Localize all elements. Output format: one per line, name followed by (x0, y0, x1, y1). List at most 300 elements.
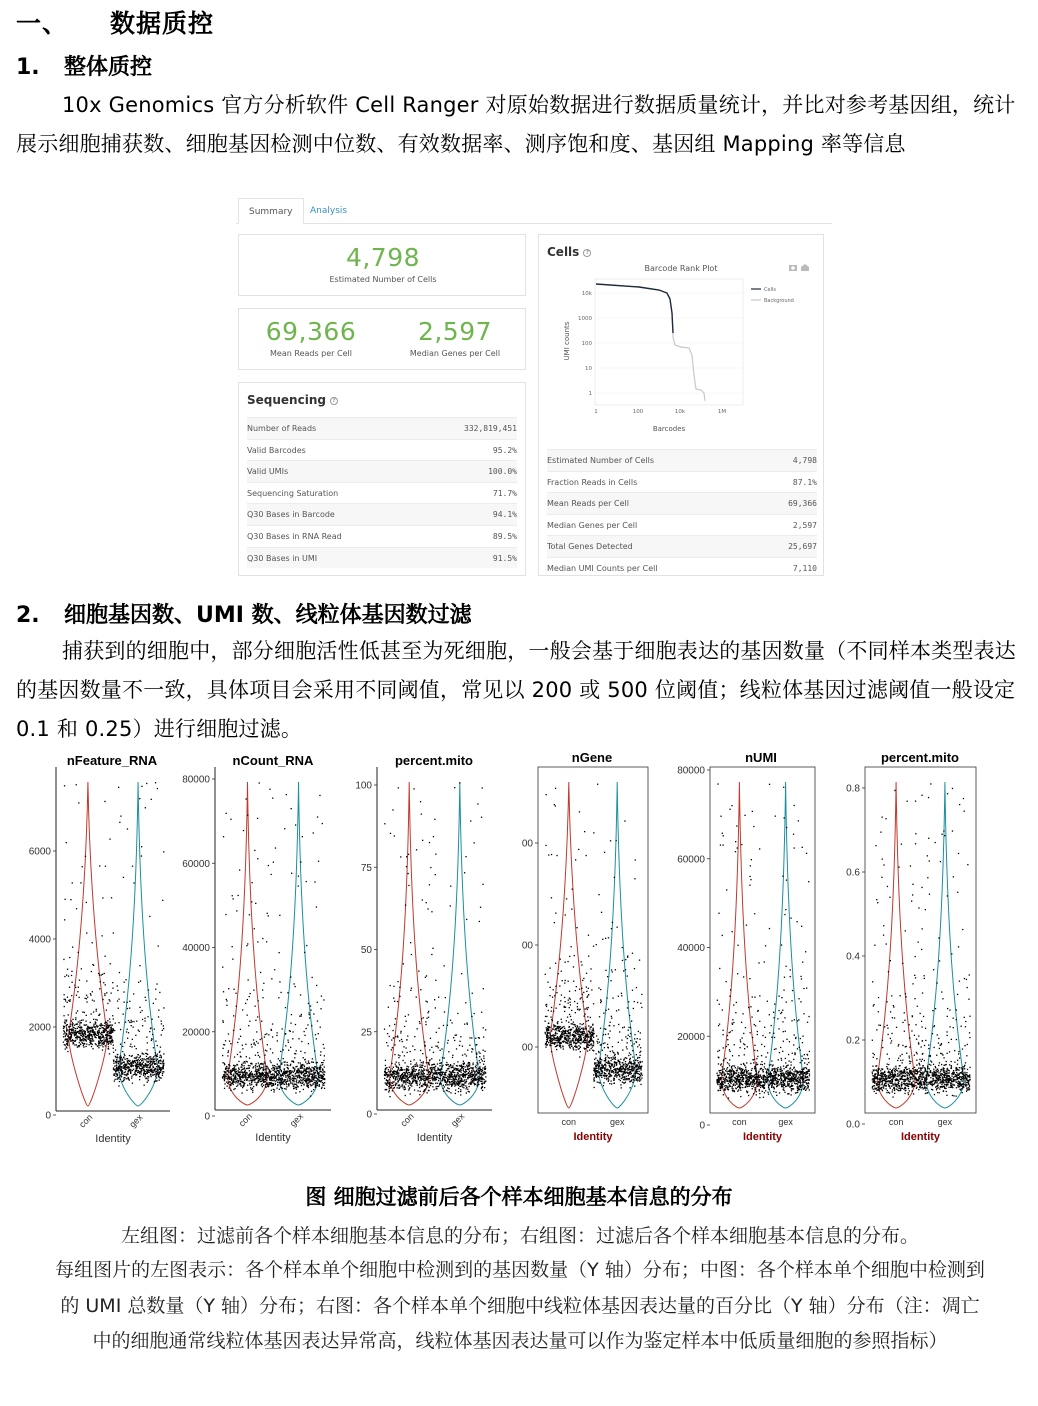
cell-point (422, 1076, 423, 1077)
cell-point (556, 855, 557, 856)
cell-point (311, 1071, 312, 1072)
cell-point (393, 1085, 394, 1086)
cell-point (77, 1038, 78, 1039)
cell-point (430, 1083, 431, 1084)
cell-point (414, 1073, 415, 1074)
cell-point (308, 1079, 309, 1080)
cell-point (255, 1065, 256, 1066)
cell-point (120, 1066, 121, 1067)
cell-point (240, 1071, 241, 1072)
cells-metric-row (547, 514, 817, 536)
cell-point (419, 1080, 420, 1081)
cell-point (111, 1029, 112, 1030)
cell-point (630, 1087, 631, 1088)
cell-point (437, 1086, 438, 1087)
cell-point (417, 1085, 418, 1086)
cell-point (573, 1021, 574, 1022)
cell-point (311, 1076, 312, 1077)
cell-point (65, 1020, 66, 1021)
cell-point (313, 1062, 314, 1063)
cell-point (259, 1070, 260, 1071)
cell-point (149, 1067, 150, 1068)
cell-point (79, 1027, 80, 1028)
cell-point (63, 1026, 64, 1027)
cell-point (570, 1002, 571, 1003)
cells-metric-row (547, 557, 817, 579)
cell-point (556, 1028, 557, 1029)
cell-point (396, 1072, 397, 1073)
cell-point (428, 1081, 429, 1082)
cell-point (587, 1016, 588, 1017)
cell-point (279, 915, 280, 916)
cell-point (561, 1022, 562, 1023)
cell-point (148, 1062, 149, 1063)
cell-point (554, 1035, 555, 1036)
cell-point (133, 1069, 134, 1070)
cell-point (576, 1038, 577, 1039)
cell-point (629, 1036, 630, 1037)
cell-point (554, 1025, 555, 1026)
cell-point (295, 1084, 296, 1085)
cell-point (453, 1068, 454, 1069)
mean-reads-value: 69,366 (265, 317, 357, 346)
cell-point (316, 985, 317, 986)
cell-point (107, 1034, 108, 1035)
cell-point (461, 1066, 462, 1067)
cell-point (463, 1077, 464, 1078)
cell-point (455, 1069, 456, 1070)
cell-point (144, 1020, 145, 1021)
cell-point (258, 1000, 259, 1001)
sequencing-metric-value: 95.2% (492, 445, 517, 455)
cell-point (582, 1031, 583, 1032)
cell-point (153, 1070, 154, 1071)
cell-point (148, 1070, 149, 1071)
cell-point (569, 1033, 570, 1034)
cell-point (398, 1054, 399, 1055)
cell-point (96, 1010, 97, 1011)
cells-metric-value: 25,697 (788, 542, 817, 552)
cell-point (461, 1078, 462, 1079)
cell-point (85, 1037, 86, 1038)
cell-point (547, 1041, 548, 1042)
cell-point (82, 1032, 83, 1033)
cell-point (292, 1075, 293, 1076)
cell-point (238, 1080, 239, 1081)
cell-point (263, 1066, 264, 1067)
cell-point (634, 968, 635, 969)
cell-point (116, 1079, 117, 1080)
cell-point (551, 1039, 552, 1040)
cell-point (282, 1088, 283, 1089)
cell-point (414, 1036, 415, 1037)
cell-point (587, 1009, 588, 1010)
cell-point (303, 1074, 304, 1075)
cell-point (573, 966, 574, 967)
cell-point (162, 1073, 163, 1074)
cell-point (91, 1030, 92, 1031)
tab-analysis[interactable]: Analysis (310, 206, 348, 216)
cell-point (87, 997, 88, 998)
cell-point (566, 898, 567, 899)
cell-point (284, 1073, 285, 1074)
cell-point (96, 1025, 97, 1026)
cell-point (571, 1010, 572, 1011)
cell-point (132, 866, 133, 867)
cell-point (466, 1092, 467, 1093)
cell-point (243, 1062, 244, 1063)
home-icon[interactable] (801, 264, 809, 271)
cell-point (469, 1075, 470, 1076)
cell-point (440, 1082, 441, 1083)
cell-point (260, 972, 261, 973)
cell-point (313, 1078, 314, 1079)
cell-point (287, 1062, 288, 1063)
cell-point (225, 1076, 226, 1077)
cell-point (572, 1035, 573, 1036)
cell-point (289, 1080, 290, 1081)
cell-point (453, 1037, 454, 1038)
cell-point (272, 1074, 273, 1075)
cell-point (114, 1030, 115, 1031)
cell-point (571, 1019, 572, 1020)
cell-point (411, 1074, 412, 1075)
cell-point (594, 1033, 595, 1034)
cell-point (563, 1030, 564, 1031)
cell-point (303, 1089, 304, 1090)
cell-point (255, 903, 256, 904)
cell-point (245, 1044, 246, 1045)
cell-point (109, 1018, 110, 1019)
cell-point (307, 1086, 308, 1087)
cell-point (553, 1026, 554, 1027)
cell-point (136, 1068, 137, 1069)
cell-point (76, 1012, 77, 1013)
cell-point (132, 1039, 133, 1040)
cell-point (432, 1083, 433, 1084)
cell-point (389, 1090, 390, 1091)
cell-point (387, 1045, 388, 1046)
cell-point (226, 1073, 227, 1074)
cell-point (77, 1047, 78, 1048)
cell-point (397, 981, 398, 982)
cell-point (477, 1083, 478, 1084)
cell-point (133, 1063, 134, 1064)
cell-point (313, 1013, 314, 1014)
cell-point (582, 1035, 583, 1036)
cell-point (292, 1080, 293, 1081)
cells-metric-value: 69,366 (788, 499, 817, 509)
cell-point (224, 1044, 225, 1045)
cell-point (584, 1048, 585, 1049)
cell-point (147, 1082, 148, 1083)
camera-icon[interactable] (789, 265, 797, 271)
cell-point (410, 1081, 411, 1082)
cell-point (235, 1072, 236, 1073)
cell-point (153, 1047, 154, 1048)
cell-point (99, 1030, 100, 1031)
cell-point (549, 968, 550, 969)
cell-point (154, 1064, 155, 1065)
cell-point (118, 1066, 119, 1067)
cell-point (271, 874, 272, 875)
cell-point (558, 1028, 559, 1029)
cell-point (72, 982, 73, 983)
cell-point (237, 1078, 238, 1079)
cell-point (560, 1029, 561, 1030)
cell-point (65, 999, 66, 1000)
cell-point (135, 1035, 136, 1036)
cell-point (89, 1044, 90, 1045)
cell-point (421, 1062, 422, 1063)
cell-point (131, 1025, 132, 1026)
cell-point (429, 884, 430, 885)
cell-point (109, 1041, 110, 1042)
cell-point (555, 1032, 556, 1033)
cell-point (277, 1032, 278, 1033)
cell-point (445, 997, 446, 998)
cell-point (283, 1081, 284, 1082)
cell-point (579, 1009, 580, 1010)
cell-point (481, 1079, 482, 1080)
cell-point (269, 789, 270, 790)
cell-point (410, 990, 411, 991)
cell-point (82, 1031, 83, 1032)
cell-point (569, 1046, 570, 1047)
cell-point (136, 1056, 137, 1057)
cell-point (293, 1062, 294, 1063)
cell-point (447, 1080, 448, 1081)
cell-point (429, 1059, 430, 1060)
cell-point (465, 856, 466, 857)
cell-point (445, 1075, 446, 1076)
cell-point (480, 1069, 481, 1070)
cell-point (262, 1086, 263, 1087)
cell-point (296, 1070, 297, 1071)
cell-point (118, 1022, 119, 1023)
cell-point (399, 1078, 400, 1079)
cell-point (468, 1083, 469, 1084)
cell-point (414, 1069, 415, 1070)
cell-point (575, 859, 576, 860)
cell-point (626, 1064, 627, 1065)
cell-point (592, 1045, 593, 1046)
cell-point (399, 1086, 400, 1087)
cell-point (75, 987, 76, 988)
cell-point (242, 1045, 243, 1046)
cell-point (226, 1000, 227, 1001)
cell-point (66, 1039, 67, 1040)
cell-point (554, 995, 555, 996)
cell-point (279, 1073, 280, 1074)
cell-point (72, 1025, 73, 1026)
cell-point (569, 991, 570, 992)
cell-point (93, 1019, 94, 1020)
cell-point (142, 1060, 143, 1061)
cell-point (144, 1071, 145, 1072)
cell-point (573, 1024, 574, 1025)
help-icon[interactable]: ? (330, 397, 338, 405)
x-tick-label: gex (127, 1112, 145, 1130)
cell-point (252, 1092, 253, 1093)
cell-point (593, 1003, 594, 1004)
cell-point (93, 1024, 94, 1025)
cell-point (143, 1075, 144, 1076)
cell-point (296, 1072, 297, 1073)
cell-point (123, 1057, 124, 1058)
cell-point (456, 1079, 457, 1080)
cell-point (422, 1053, 423, 1054)
cell-point (316, 1038, 317, 1039)
cell-point (412, 1069, 413, 1070)
cell-point (124, 1074, 125, 1075)
cell-point (305, 1069, 306, 1070)
cell-point (391, 1039, 392, 1040)
cell-point (115, 1072, 116, 1073)
cell-point (271, 1068, 272, 1069)
cell-point (249, 1070, 250, 1071)
cell-point (227, 1055, 228, 1056)
y-tick-label: 0 (45, 1110, 51, 1122)
cell-point (132, 1083, 133, 1084)
cell-point (432, 948, 433, 949)
cell-point (563, 1026, 564, 1027)
cell-point (476, 1044, 477, 1045)
cell-point (639, 960, 640, 961)
cell-point (131, 1077, 132, 1078)
cell-point (628, 1075, 629, 1076)
cell-point (586, 1046, 587, 1047)
cell-point (393, 1067, 394, 1068)
cell-point (150, 1056, 151, 1057)
cell-point (454, 1081, 455, 1082)
cell-point (548, 854, 549, 855)
cell-point (562, 1046, 563, 1047)
cell-point (395, 1065, 396, 1066)
cell-point (65, 1048, 66, 1049)
cell-point (80, 882, 81, 883)
cell-point (142, 1025, 143, 1026)
cell-point (464, 1079, 465, 1080)
cell-point (569, 998, 570, 999)
cell-point (250, 1080, 251, 1081)
cell-point (67, 1051, 68, 1052)
cell-point (110, 963, 111, 964)
cell-point (252, 882, 253, 883)
cell-point (124, 982, 125, 983)
cell-point (313, 1073, 314, 1074)
y-tick-label: 60000 (182, 858, 210, 870)
cell-point (264, 1063, 265, 1064)
cell-point (159, 1071, 160, 1072)
cell-point (109, 1038, 110, 1039)
cell-point (284, 1079, 285, 1080)
cell-point (457, 1072, 458, 1073)
cell-point (129, 1022, 130, 1023)
cell-point (249, 1080, 250, 1081)
cell-point (248, 1065, 249, 1066)
cell-point (465, 1066, 466, 1067)
cell-point (275, 1077, 276, 1078)
cell-point (475, 1074, 476, 1075)
cell-point (437, 1063, 438, 1064)
cell-point (554, 1042, 555, 1043)
cell-point (147, 1078, 148, 1079)
cell-point (282, 1075, 283, 1076)
cell-point (580, 1031, 581, 1032)
cell-point (580, 1051, 581, 1052)
cells-metric-label: Mean Reads per Cell (547, 499, 629, 509)
cell-point (463, 1081, 464, 1082)
cell-point (274, 969, 275, 970)
cell-point (450, 1092, 451, 1093)
cell-point (235, 1088, 236, 1089)
cell-point (545, 1033, 546, 1034)
y-tick-label: 0 (204, 1111, 210, 1123)
cell-point (580, 1040, 581, 1041)
cell-point (152, 1019, 153, 1020)
tab-summary[interactable]: Summary (238, 198, 304, 224)
cell-point (454, 1069, 455, 1070)
cell-point (302, 1083, 303, 1084)
cell-point (278, 1058, 279, 1059)
cell-point (83, 1046, 84, 1047)
cell-point (109, 1000, 110, 1001)
cell-point (290, 1079, 291, 1080)
cell-point (262, 1072, 263, 1073)
cell-point (459, 1081, 460, 1082)
cell-point (109, 1021, 110, 1022)
cell-point (573, 1047, 574, 1048)
cell-point (136, 1063, 137, 1064)
cell-point (574, 1037, 575, 1038)
cell-point (161, 1034, 162, 1035)
cell-point (136, 1021, 137, 1022)
cell-point (403, 963, 404, 964)
cell-point (620, 1059, 621, 1060)
cell-point (236, 1086, 237, 1087)
cell-point (467, 1073, 468, 1074)
cell-point (319, 1084, 320, 1085)
cell-point (571, 946, 572, 947)
cell-point (444, 1086, 445, 1087)
cell-point (444, 1077, 445, 1078)
cell-point (272, 1065, 273, 1066)
cell-point (131, 1064, 132, 1065)
cell-point (551, 1051, 552, 1052)
cell-point (399, 1040, 400, 1041)
cell-point (550, 1017, 551, 1018)
cell-point (424, 1070, 425, 1071)
cell-point (75, 1024, 76, 1025)
cell-point (128, 1074, 129, 1075)
y-tick-label: 00 (521, 838, 533, 850)
cell-point (407, 1073, 408, 1074)
cell-point (600, 999, 601, 1000)
sequencing-metric-row (247, 547, 517, 569)
cell-point (425, 1076, 426, 1077)
cell-point (298, 1071, 299, 1072)
cell-point (398, 1057, 399, 1058)
cell-point (399, 987, 400, 988)
cell-point (68, 1029, 69, 1030)
help-icon[interactable]: ? (583, 249, 591, 257)
cell-point (138, 1070, 139, 1071)
cell-point (127, 1008, 128, 1009)
cell-point (404, 1055, 405, 1056)
cell-point (155, 1076, 156, 1077)
cell-point (81, 1020, 82, 1021)
